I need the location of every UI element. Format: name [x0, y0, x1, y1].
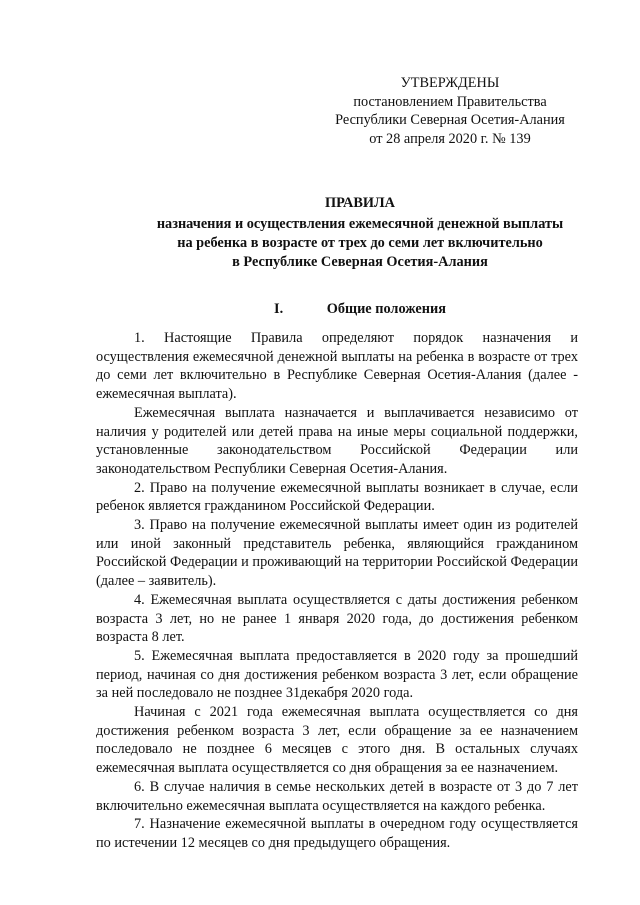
paragraph: Ежемесячная выплата назначается и выплачивается независимо от наличия у родителей или детей права на иные меры социальной поддержки, установленные законодательством Российской Федерации или законодательством Республики Северная Осетия-Алания.	[96, 404, 578, 477]
title-line-3: в Республике Северная Осетия-Алания	[232, 254, 488, 270]
approval-date-number: от 28 апреля 2020 г. № 139	[369, 130, 531, 147]
approval-region: Республики Северная Осетия-Алания	[335, 112, 565, 128]
title-line-1: назначения и осуществления ежемесячной денежной выплаты	[156, 216, 564, 232]
paragraph: Начиная с 2021 года ежемесячная выплата осуществляется со дня достижения ребенком возраста 3 лет, если обращение за ее назначением последовало не позднее 6 месяцев с этого дня. В остальных случаях ежемесячная выплата осуществляется со дня обращения за ее назначением.	[96, 704, 578, 777]
section-title: Общие положения	[326, 301, 446, 317]
title-main: ПРАВИЛА	[325, 195, 395, 211]
paragraph: 2. Право на получение ежемесячной выплаты возникает в случае, если ребенок является гражданином Российской Федерации.	[96, 479, 578, 515]
section-number: I.	[274, 301, 284, 317]
paragraph: 6. В случае наличия в семье нескольких детей в возрасте от 3 до 7 лет включительно ежемесячная выплата осуществляется на каждого ребенка.	[96, 778, 578, 814]
paragraph: 1. Настоящие Правила определяют порядок назначения и осуществления ежемесячной денежной выплаты на ребенка в возрасте от трех до семи лет включительно в Республике Северная Осетия-Алания (далее - ежемесячная выплата).	[96, 330, 578, 403]
title-line-2: на ребенка в возрасте от трех до семи лет включительно	[177, 235, 543, 251]
approval-stamp	[300, 74, 600, 148]
approval-authority: постановлением Правительства	[353, 93, 547, 110]
paragraph: 7. Назначение ежемесячной выплаты в очередном году осуществляется по истечении 12 месяцев со дня предыдущего обращения.	[96, 816, 578, 851]
paragraph: 3. Право на получение ежемесячной выплаты имеет один из родителей или иной законный представитель ребенка, являющийся гражданином Российской Федерации и проживающий на территории Российской Федерации (далее – заявитель).	[96, 517, 578, 590]
document-title	[60, 194, 640, 272]
paragraph: 5. Ежемесячная выплата предоставляется в 2020 году за прошедший период, начиная со дня достижения ребенком возраста 3 лет, если обращение за ней последовало не позднее 31декабря 2020 года.	[96, 647, 578, 702]
paragraph: 4. Ежемесячная выплата осуществляется с даты достижения ребенком возраста 3 лет, но не ранее 1 января 2020 года, до достижения ребенком возраста 8 лет.	[96, 591, 578, 646]
approval-heading: УТВЕРЖДЕНЫ	[400, 75, 500, 91]
document-body	[96, 329, 578, 853]
section-heading	[60, 300, 640, 319]
